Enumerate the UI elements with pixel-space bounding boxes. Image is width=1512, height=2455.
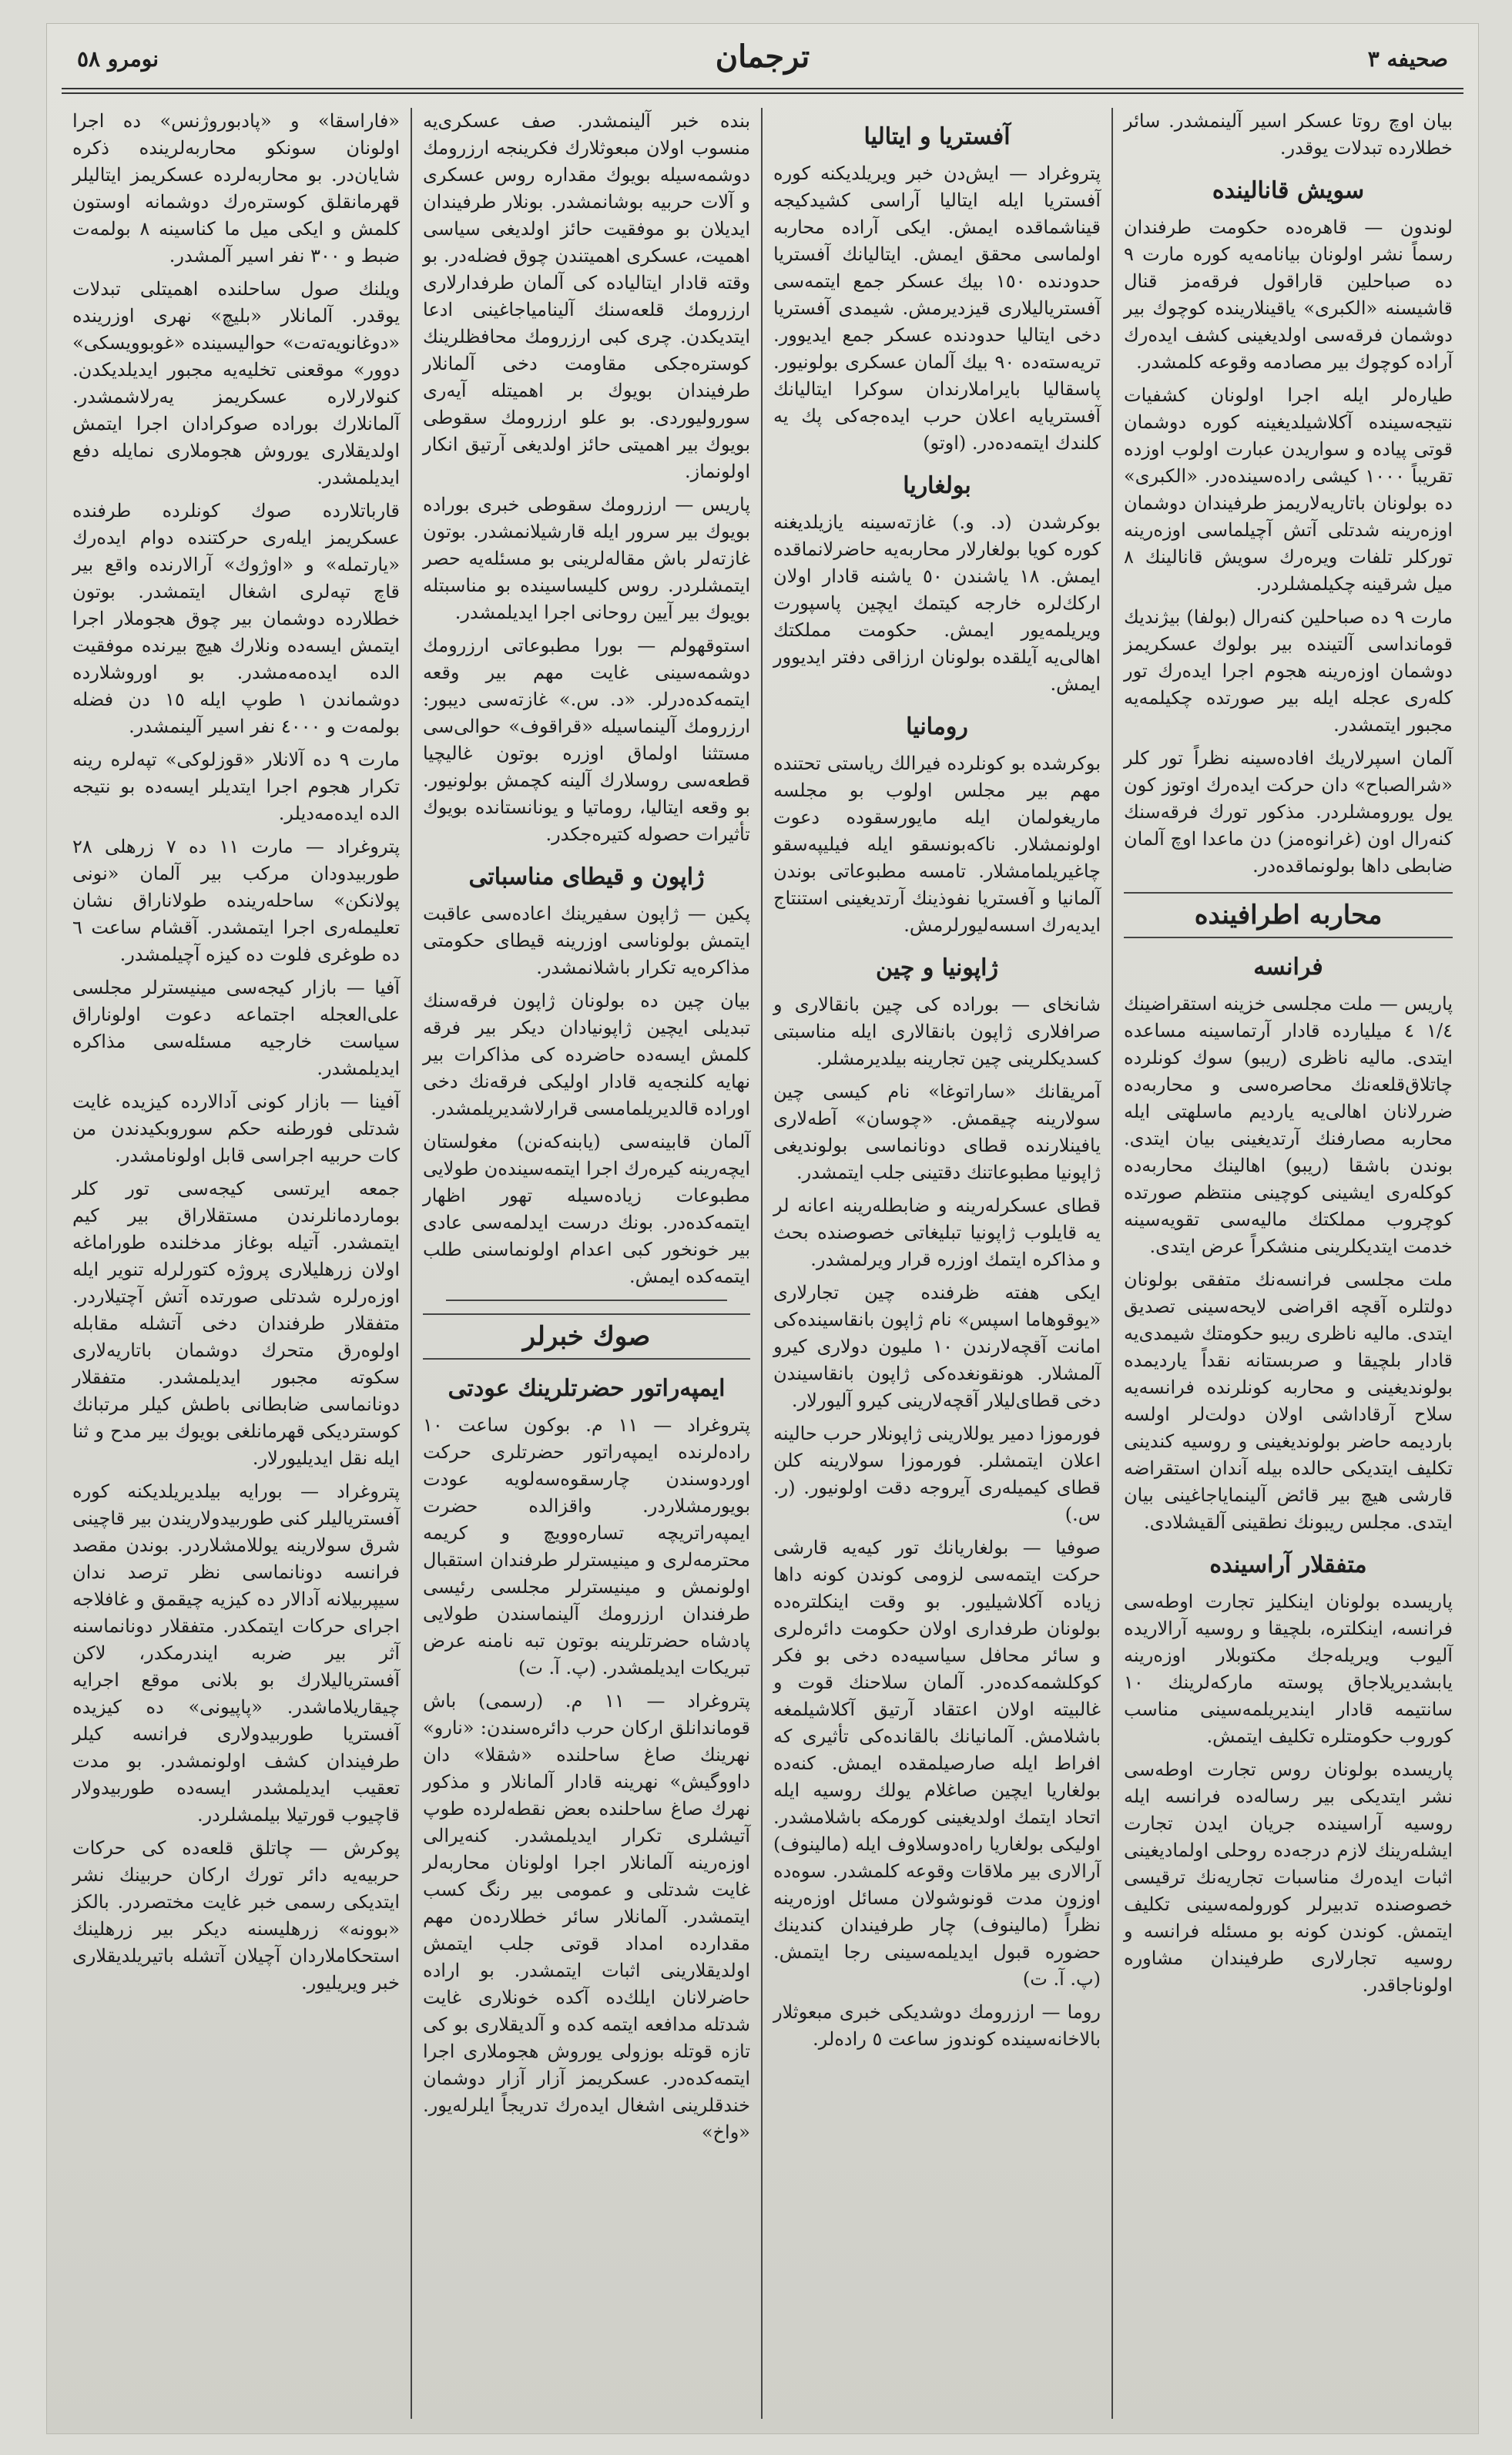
article-paragraph: پتروغراد — ١١ م. بوكون ساعت ١٠ راده‌لرنده ايمپه‌راتور حضرتلری حركت اوردوسندن چارسقوه‌سه‌لويه عودت بويورمشلاردر. واقزالده حضرت ايمپه‌راتريچه تساره‌وويچ و كريمه محترمه‌لری و مينيسترلر طرفندان استقبال اولونمش و مينيسترلر مجلسی رئيسی طرفندان ارزرومك آلينماسندن طولايی پادشاه حضرتلرينه بوتون تبه نامنه عرض تبريكات ايديلمشدر. (پ. آ. ت) bbox=[423, 1414, 750, 1679]
column-2 bbox=[763, 108, 1113, 2419]
header-rule bbox=[62, 88, 1463, 94]
issue-number: نومرو ٥٨ bbox=[77, 46, 159, 72]
masthead-title: ترجمان bbox=[715, 39, 810, 75]
section-divider bbox=[446, 1300, 727, 1301]
article-paragraph: «فاراسقا» و «پادبوروژنس» ده اجرا اولونان سونكو محاربه‌لرينده ذكره شايان‌در. بو محاربه‌لرده عسكريمز ايتاليلر قهرمانقلق كوسترەرك دوشمانه اوستون كلمش و ايكی ميل ما كناسينه ٨ بولمه‌ت ضبط و ٣٠٠ نفر اسير آلمشدر. bbox=[72, 110, 400, 267]
article-paragraph: ملت مجلسی فرانسه‌نك متفقی بولونان دولتلره آقچه اقراضی لايحه‌سينی تصديق ايتدی. ماليه ناظری ريبو حكومتك شيمدی‌يه قادار بلچيقا و صربستانه نقداً يارديمده بولونديغينی و محاربه كونلرنده فرانسه‌يه سلاح آرقاداشی اولان دولت‌لر اولسه باردیمه حاضر بولونديغينی و روسيه كندينی تكليف ايتديكی حالده بيله آندان استقراضه قارشی هيچ بير قائض آلينماياجاغينی بيان ايتدی. مجلس ريبونك نطقينی آلقيشلادی. bbox=[1124, 1269, 1453, 1533]
article-paragraph: قطای عسكرله‌رينه و ضابطله‌رينه اعانه لر يه قايلوب ژاپونيا تبليغاتی خصوصنده بحث و مذاكره ايتمك اوزره قرار ويرلمشدر. bbox=[773, 1195, 1101, 1270]
article-paragraph: جمعه ايرتسی كيجه‌سی تور كلر بوماردمانلرندن مستقلاراق بير كيم ايتمشدر. آتيله بوغاز مدخلنده طوراماغه اولان زرهليلارى پروژه كتورلرله تنوير ايله اوزەرلره شدتلی صورتده آتش آچتيلاردر. متفقلار طرفندان دخی آتشله مقابله اولوه‌رق متحرك دوشمان باتاريه‌لاری سكوته مجبور ايديلمشدر. متفقلار دونانماسی ضابطانی باطش كيلر مرتبانك كوسترديكی قهرمانلغی بويوك بير مدح و ثنا ايله نقل ايديليورلار. bbox=[72, 1178, 400, 1469]
article-paragraph: بوكرشده بو كونلرده فيرالك رياستی تحتنده مهم بير مجلس اولوب بو مجلسه ماريغولمان ايله مايورسقوده دعوت اولونمشلار. ناكه‌بونسقو ايله فيليپه‌سقو چاغيريلمامشلار. تامسه مطبوعاتی بوندن آلمانيا و آفستريا نفوذينك آرتديغينی استنتاج ايديه‌رك اسسه‌ليورلرمش. bbox=[773, 753, 1101, 936]
article-paragraph: آلمان قابينه‌سی (يابنه‌كه‌نن) مغولستان ايچه‌رينه كيره‌رك اجرا ايتمه‌سينده‌ن طولايی مطبوعات زياده‌سيله تهور اظهار ايتمه‌كده‌در. بونك درست ايدلمه‌سی عادی بير خونخور كبی اعدام اولونماسنی طلب ايتمه‌كده ايمش. bbox=[423, 1131, 750, 1287]
section-heading: ژاپونيا و چين bbox=[875, 954, 999, 981]
article-paragraph: صوفيا — بولغاريانك تور كيه‌يه قارشی حركت ايتمه‌سی لزومی كوندن كونه داها زياده آكلاشيليور. بو وقت اينكلتره‌ده بولونان طرفدارى اولان حكومت دائره‌لری و سائر محافل سياسيه‌ده دخی بو فكر كوكلشمه‌كده‌در. آلمان سلاحنك قوت و غالبيته اولان اعتقاد آرتيق آكلاشيلمغه باشلامش. آلمانيانك بالقانده‌كی تأثيری كه افراط ايله صارصيلمقده ايمش. كنه‌ده بولغاريا ايچين صاغلام يولك روسيه ايله اتحاد ايتمك اولديغينی كورمكه باشلامشدر. اوليكی بولغاريا راه‌دوسلاوف ايله (مالينوف) آرالاری بير ملاقات وقوعه كلمشدر. سوه‌ده اوزون مدت قونوشولان مسائل اوزه‌رينه نظراً (مالينوف) چار طرفيندان كندينك حضوره قبول ايديلمه‌سينی رجا ايتمش. (پ. آ. ت) bbox=[773, 1537, 1101, 1990]
article-paragraph: بوكرشدن (د. و.) غازته‌سينه يازيلديغنه كوره كويا بولغارلار محاربه‌يه حاضرلانماقده ايمش. ١٨ ياشندن ٥٠ ياشنه قادار اولان اركك‌لره خارجه كيتمك ايچين پاسپورت ويريلمه‌يور ايمش. حكومت مملكتك اهالی‌يه آيلقده بولونان ارزاقی دفتر ايديوور ايمش. bbox=[773, 511, 1101, 695]
article-paragraph: پكين — ژاپون سفيرينك اعاده‌سی عاقبت ايتمش بولوناسی اوزرينه قيطای حكومتی مذاكره‌يه تكرار باشلانمشدر. bbox=[423, 903, 750, 978]
section-heading: ژاپون و قيطای مناسباتی bbox=[468, 864, 705, 890]
article-paragraph: لوندون — قاهره‌ده حكومت طرفندان رسماً نشر اولونان بيانامه‌يه كوره مارت ٩ ده صباحلين قاراقول فرقه‌مز قنال قاشيسنه «الكبرى» ياقينلارينده كوچوك بير دوشمان فرقه‌سی اولديغينی كشف ايدەرك آرادە كوچوك بير مصادمه وقوعه كلمشدر. bbox=[1124, 216, 1453, 373]
article-paragraph: پاريس — ملت مجلسی خزينه استقراضينك ١/٤ ٤ ميليارده قادار آرتماسينه مساعده ايتدی. ماليه ناظری (ريبو) سوك كونلرده چاتلاق‌قلعه‌نك محاصره‌سی و محاربه‌ده ضررلانان اهالی‌يه يارديم ماسلهتی ايله محاربه مصارفنك آرتديغينی بيان ايتدی. بوندن باشقا (ريبو) اهالينك محاربه‌ده كوكله‌ری ايشينی كوچينی منتظم صورتده كوچروب مملكتك ماليه‌سی تقويه‌سينه خدمت ايتديكلرينی منشكراً عرض ايتدی. bbox=[1124, 993, 1453, 1257]
article-paragraph: پاريس — ارزرومك سقوطی خبری بورادە بويوك بير سرور ايله قارشيلانمشدر. بوتون غازته‌لر باش مقاله‌لرينی بو مسئله‌يه حصر ايتمشلردر. روس كليساسينده بو مناسبتله بويوك بير آيين روحانی اجرا ايديلمشدر. bbox=[423, 494, 750, 623]
article-paragraph: آمريقانك «ساراتوغا» نام كيسی چين سولارينه چيقمش. «چوسان» آطه‌لاری يافينلارنده قطای دونانماسی بولونديغی ژاپونيا مطبوعاتنك دقتينی جلب ايتمشدر. bbox=[773, 1081, 1101, 1183]
section-heading: متفقلار آراسينده bbox=[1209, 1551, 1367, 1578]
article-paragraph: مارت ٩ ده آلانلار «قوزلوكی» تپه‌لره رينه تكرار هجوم اجرا ايتديلر ايسه‌ده بو نتيجه الده ايده‌مه‌ديلر. bbox=[72, 749, 401, 824]
section-heading: صوك خبرلر bbox=[423, 1313, 750, 1360]
article-paragraph: قارباتلارده صوك كونلرده طرفنده عسكريمز ايله‌ری حركتنده دوام ايدەرك «يارتمله» و «اوژوك» آرالارنده واقع بير قاچ تپه‌لری اشغال ايتمشدر. بوتون خطلارده دوشمان بير چوق هجوملار اجرا ايتمش ايسه‌ده ونلارك هيچ بيرنده موفقيت الده ايده‌مه‌مشدر. بو اوروشلارده دوشماندن ١ طوپ ايله ١٥ دن فضله بولمه‌ت و ٤٠٠٠ نفر اسير آلينمشدر. bbox=[72, 500, 400, 737]
article-paragraph: آلمان اسپرلاريك افاده‌سينه نظراً تور كلر «شرالصباح» دان حركت ايدەرك اوتوز كون يول يورومشلردر. مذكور تورك فرقه‌سنك كنه‌رال اون (غرانوه‌مز) دن ماعدا اوچ آلمان ضابطی داها بولونماقده‌در. bbox=[1124, 747, 1453, 877]
article-paragraph: پوكرش — چاتلق قلعه‌ده كی حركات حربيه‌يه دائر تورك اركان حربينك نشر ايتديكی رسمی خبر غايت مختصردر. بالكز «بوونه» زرهليسنه ديكر بير زرهلينك استحكاملاردان آچيلان آتشله باتيريلديقلاری خبر ويريليور. bbox=[72, 1837, 400, 1994]
column-3 bbox=[412, 108, 763, 2419]
article-paragraph: آفينا — بازار كونی آدالارده كيزيده غايت شدتلی فورطنه حكم سوروبكيدندن من كات حربيه اجراسی قابل اولونامشدر. bbox=[72, 1091, 400, 1166]
section-heading: ايمپه‌راتور حضرتلرينك عودتی bbox=[448, 1375, 726, 1402]
section-heading: رومانيا bbox=[906, 713, 968, 740]
article-paragraph: پاريسده بولونان اينكليز تجارت اوطه‌سی فرانسه، اينكلتره، بلچيقا و روسيه آرالاريده آليوب ويريله‌جك مكتوبلار اوزه‌رينه يابشديريلاجاق پوسته ماركه‌لرينك ١٠ سانتيمه قادار اينديريلمه‌سينی مناسب كوروب حكومتلره تكليف ايتمش. bbox=[1124, 1591, 1453, 1747]
article-paragraph: ويلنك صول ساحلنده اهميتلی تبدلات يوقدر. آلمانلار «بليچ» نهری اوزرينده «دوغانويه‌ته‌ت» حواليسينده «غوبوويسكی» دوور» موقعنی تخليه‌يه مجبور ايديلديكدن. كنولارلاره عسكريمز يه‌رلاشمشدر. آلمانلارك بورادە صوكرادان اجرا ايتمش اولديقلاری يوروش هجوملاری نمايله دفع ايديلمشدر. bbox=[72, 278, 400, 488]
article-paragraph: بيان چين ده بولونان ژاپون فرقه‌سنك تبديلی ايچين ژاپونيادان ديكر بير فرقه كلمش ايسه‌ده حاضرده كی مذاكرات بير نهايه كلنجه‌يه قادار اوليكی فرقه‌نك دخی اوراده قالديريلمامسی قرارلاشديريلمشدر. bbox=[423, 990, 750, 1119]
article-paragraph: پتروغراد — بورايه بيلديريلديكنه كوره آفستريالیلر كنی طوربيدولاريندن بير قاچينی شرق سولارينه يوللامشلاردر. بوندن مقصد فرانسه دونانماسی نظر ترصد ندان سيپربيلانه آدالار ده كيزيه چيقمق و غافلاجه اجرای حركات ايتمكدر. متفقلار دونانماسنه آثر بير ضربه ايندرمكدر، لاكن آفستريالیلارك بو بلانی موقع اجرايه چيقاريلاماشدر. «پاپيونی» ده كيزيده آفستريا طوربيدولاری فرانسه كيلر طرفيندان كشف اولونمشدر. بو مدت تعقيب ايديلمشدر ايسه‌ده طوربيدولار قاچيوب قورتيلا بيلمشلردر. bbox=[72, 1481, 400, 1826]
page-number: صحیفه ٣ bbox=[1367, 46, 1448, 72]
newspaper-page bbox=[46, 23, 1479, 2434]
section-heading: بولغاريا bbox=[903, 472, 971, 499]
section-heading: فرانسه bbox=[1253, 954, 1323, 981]
article-paragraph: آفيا — بازار كيجه‌سی مينيسترلر مجلسی علی‌العجله اجتماعه دعوت اولوناراق سياست خارجيه مسئله‌سی مذاكره ايديلمشدر. bbox=[72, 977, 400, 1079]
article-paragraph: پاريسده بولونان روس تجارت اوطه‌سی نشر ايتديكی بير رساله‌ده فرانسه ايله روسيه آراسينده جريان ايدن تجارت ايشله‌رينك لازم درجه‌ده روحلی اولماديغينی اثبات ايدەرك مناسبات تجاريه‌نك ترقيسی خصوصنده تدبيرلر كورولمه‌سينی تكليف ايتمش. كوندن كونه بو مسئله فرانسه و روسيه تجارلاری طرفيندان مشاوره اولوناجاقدر. bbox=[1124, 1759, 1453, 1996]
article-paragraph: استوقهولم — بورا مطبوعاتی ارزرومك دوشمه‌سينی غايت مهم بير وقعه ايتمه‌كده‌درلر. «د. س.» غازته‌سی ديبور: ارزرومك آلينماسيله «قراقوف» حوالی‌سی مستثنا اولماق اوزره بوتون غاليچيا قطعه‌سی روسلارك آلينه كچمش بولونيور. بو وقعه ايتاليا، روماتيا و يونانستانده بويوك تأثيرات حصوله كتيره‌جكدر. bbox=[423, 635, 750, 845]
article-columns bbox=[62, 108, 1463, 2419]
section-heading: محاربه اطرافينده bbox=[1124, 892, 1453, 938]
article-paragraph: پتروغراد — ١١ م. (رسمی) باش قوماندانلق اركان حرب دائره‌سندن: «نارو» نهرينك صاغ ساحلنده «شقلا» دان داووگيش» نهرينه قادار آلمانلار و مذكور نهرك صاغ ساحلنده بعض نقطه‌لرده طوپ آتيشلری تكرار ايديلمشدر. كنه‌يرالی اوزه‌رينه آلمانلار اجرا اولونان محاربه‌لر غايت شدتلی و عمومی بير رنگ كسب ايتمشدر. آلمانلار سائر خطلارده‌ن مهم مقدارده امداد قوتی جلب ايتمش اولديقلارينی اثبات ايتمشدر. بو اراده حاضرلانان ايلك‌ده آكده خونلاری غايت شدتله مدافعه ايتمه كده و آلديقلاری بو كی تازه قوتله بوزولی يوروش هجوملاری اجرا ايتمه‌كده‌در. عسكريمز آزار آزار دوشمان خندقلرينی اشغال ايدەرك تدريجاً ايلرله‌يور. «واخ» bbox=[423, 1690, 750, 2143]
article-paragraph: شانخاى — بورادە كی چين بانقالاری و صرافلاری ژاپون بانقالاری ايله مناسبتی كسديكلرينی چين تجارينه بيلديرمشلر. bbox=[773, 994, 1101, 1069]
column-4 bbox=[62, 108, 412, 2419]
article-paragraph: فورموزا دمير يوللارينی ژاپونلار حرب حالينه اعلان ايتمشلر. فورموزا سولارينه كلن قطای كيميله‌رى آيروجه دقت اولونيور. (ر. س.) bbox=[773, 1423, 1101, 1525]
article-paragraph: بنده خبر آلينمشدر. صف عسكری‌يه منسوب اولان مبعوثلارك فكرينجه ارزرومك دوشمه‌سيله بويوك مقداره روس عسكری و آلات حربيه بوشانمشدر. بونلار طرفيندان ايديلان بو موفقيت حائز اولديغی سياسی اهميت، عسكری اهميتندن چوق فضله‌در. بو وقته قادار ايتاليا‌ده كی آلمان طرفدارلاری ارزرومك قلعه‌سنك آلينامياجاغينی ادعا ايتديكدن. چرى كبی ارزرومك محافظلرينك كوستره‌جكی مقاومت دخی آلمانلار طرفيندان بويوك بر اهميتله آيه‌ری سوروليوردی. بو علو ارزرومك سقوطی بويوك بير اهميتی حائز اولديغی آرتيق انكار اولونماز. bbox=[423, 110, 750, 482]
page-header bbox=[46, 23, 1479, 85]
section-heading: آفستريا و ايتاليا bbox=[863, 123, 1011, 150]
article-paragraph: بيان اوچ روتا عسكر اسير آلينمشدر. سائر خطلارده تبدلات يوقدر. bbox=[1124, 110, 1453, 159]
column-1 bbox=[1113, 108, 1463, 2419]
article-paragraph: پتروغراد — مارت ١١ ده ٧ زرهلی ٢٨ طوربيدودان مركب بير آلمان «نونی پولانكن» ساحله‌رينده طولاناراق نشان تعليمله‌ری اجرا ايتمشدر. آقشام ساعت ٦ ده طوغری فلوت ده كيزه آچيلمشدر. bbox=[72, 836, 400, 965]
article-paragraph: پتروغراد — ايش‌دن خبر ويريلديكنه كوره آفستريا ايله ايتاليا آراسی كشيدكيجه قيناشماقده ايمش. ايكی آراده محاربه اولماسی محقق ايمش. ايتاليانك آفستريا حدودنده ١٥٠ بيك عسكر جمع ايتمه‌سی آفستريا‌لیلاری قيزديرمش. شيمدی آفستريا دخی ايتاليا حدودنده عسكر جمع ايديوور. تريه‌سته‌ده ٩٠ بيك آلمان عسكری بولونيور. پاسقاليا بايراملارندان سوكرا ايتاليانك آفستريا‌يه اعلان حرب ايده‌جه‌كی پك يه كلندك ايتمه‌ده‌در. (اوتو) bbox=[773, 163, 1101, 454]
article-paragraph: روما — ارزرومك دوشديكی خبری مبعوثلار بالاخانه‌سينده كوندوز ساعت ٥ راده‌لر. bbox=[773, 2001, 1101, 2050]
article-paragraph: ايكی هفته ظرفنده چين تجارلاری «يوقوهاما اسپس» نام ژاپون بانقاسينده‌كی امانت آقچه‌لارندن ١٠ مليون دولاری كيرو آلمشلار. هونقونغده‌كی ژاپون بانقاسيندن دخی قطای‌لیلار آقچه‌لارينی كيرو آليورلار. bbox=[773, 1282, 1101, 1411]
section-heading: سويش قانالينده bbox=[1212, 177, 1365, 204]
article-paragraph: طياره‌لر ايله اجرا اولونان كشفيات نتيجه‌سينده آكلاشيلديغينه كوره دوشمان قوتی پياده و سواريدن عبارت اولوب اوزده تقريباً ١٠٠٠ كيشی راده‌سينده‌در. «الكبرى» ده بولونان باتاريه‌لاريمز طرفيندان دوشمان اوزه‌رينه شدتلی آتش آچيلماسی اوزه‌رينه توركلر تلفات ويره‌رك سويش قانالينك ٨ ميل شرقينه چكيلمشلردر. bbox=[1124, 384, 1453, 595]
article-paragraph: مارت ٩ ده صباحلين كنه‌رال (بولفا) بيژنديك قومانداسی آلتينده بير بولوك عسكريمز دوشمان اوزه‌رينه هجوم اجرا ايدەرك تور كله‌رى عجله ايله بير صورتده چكيلمه‌يه مجبور ايتمشدر. bbox=[1124, 606, 1453, 736]
